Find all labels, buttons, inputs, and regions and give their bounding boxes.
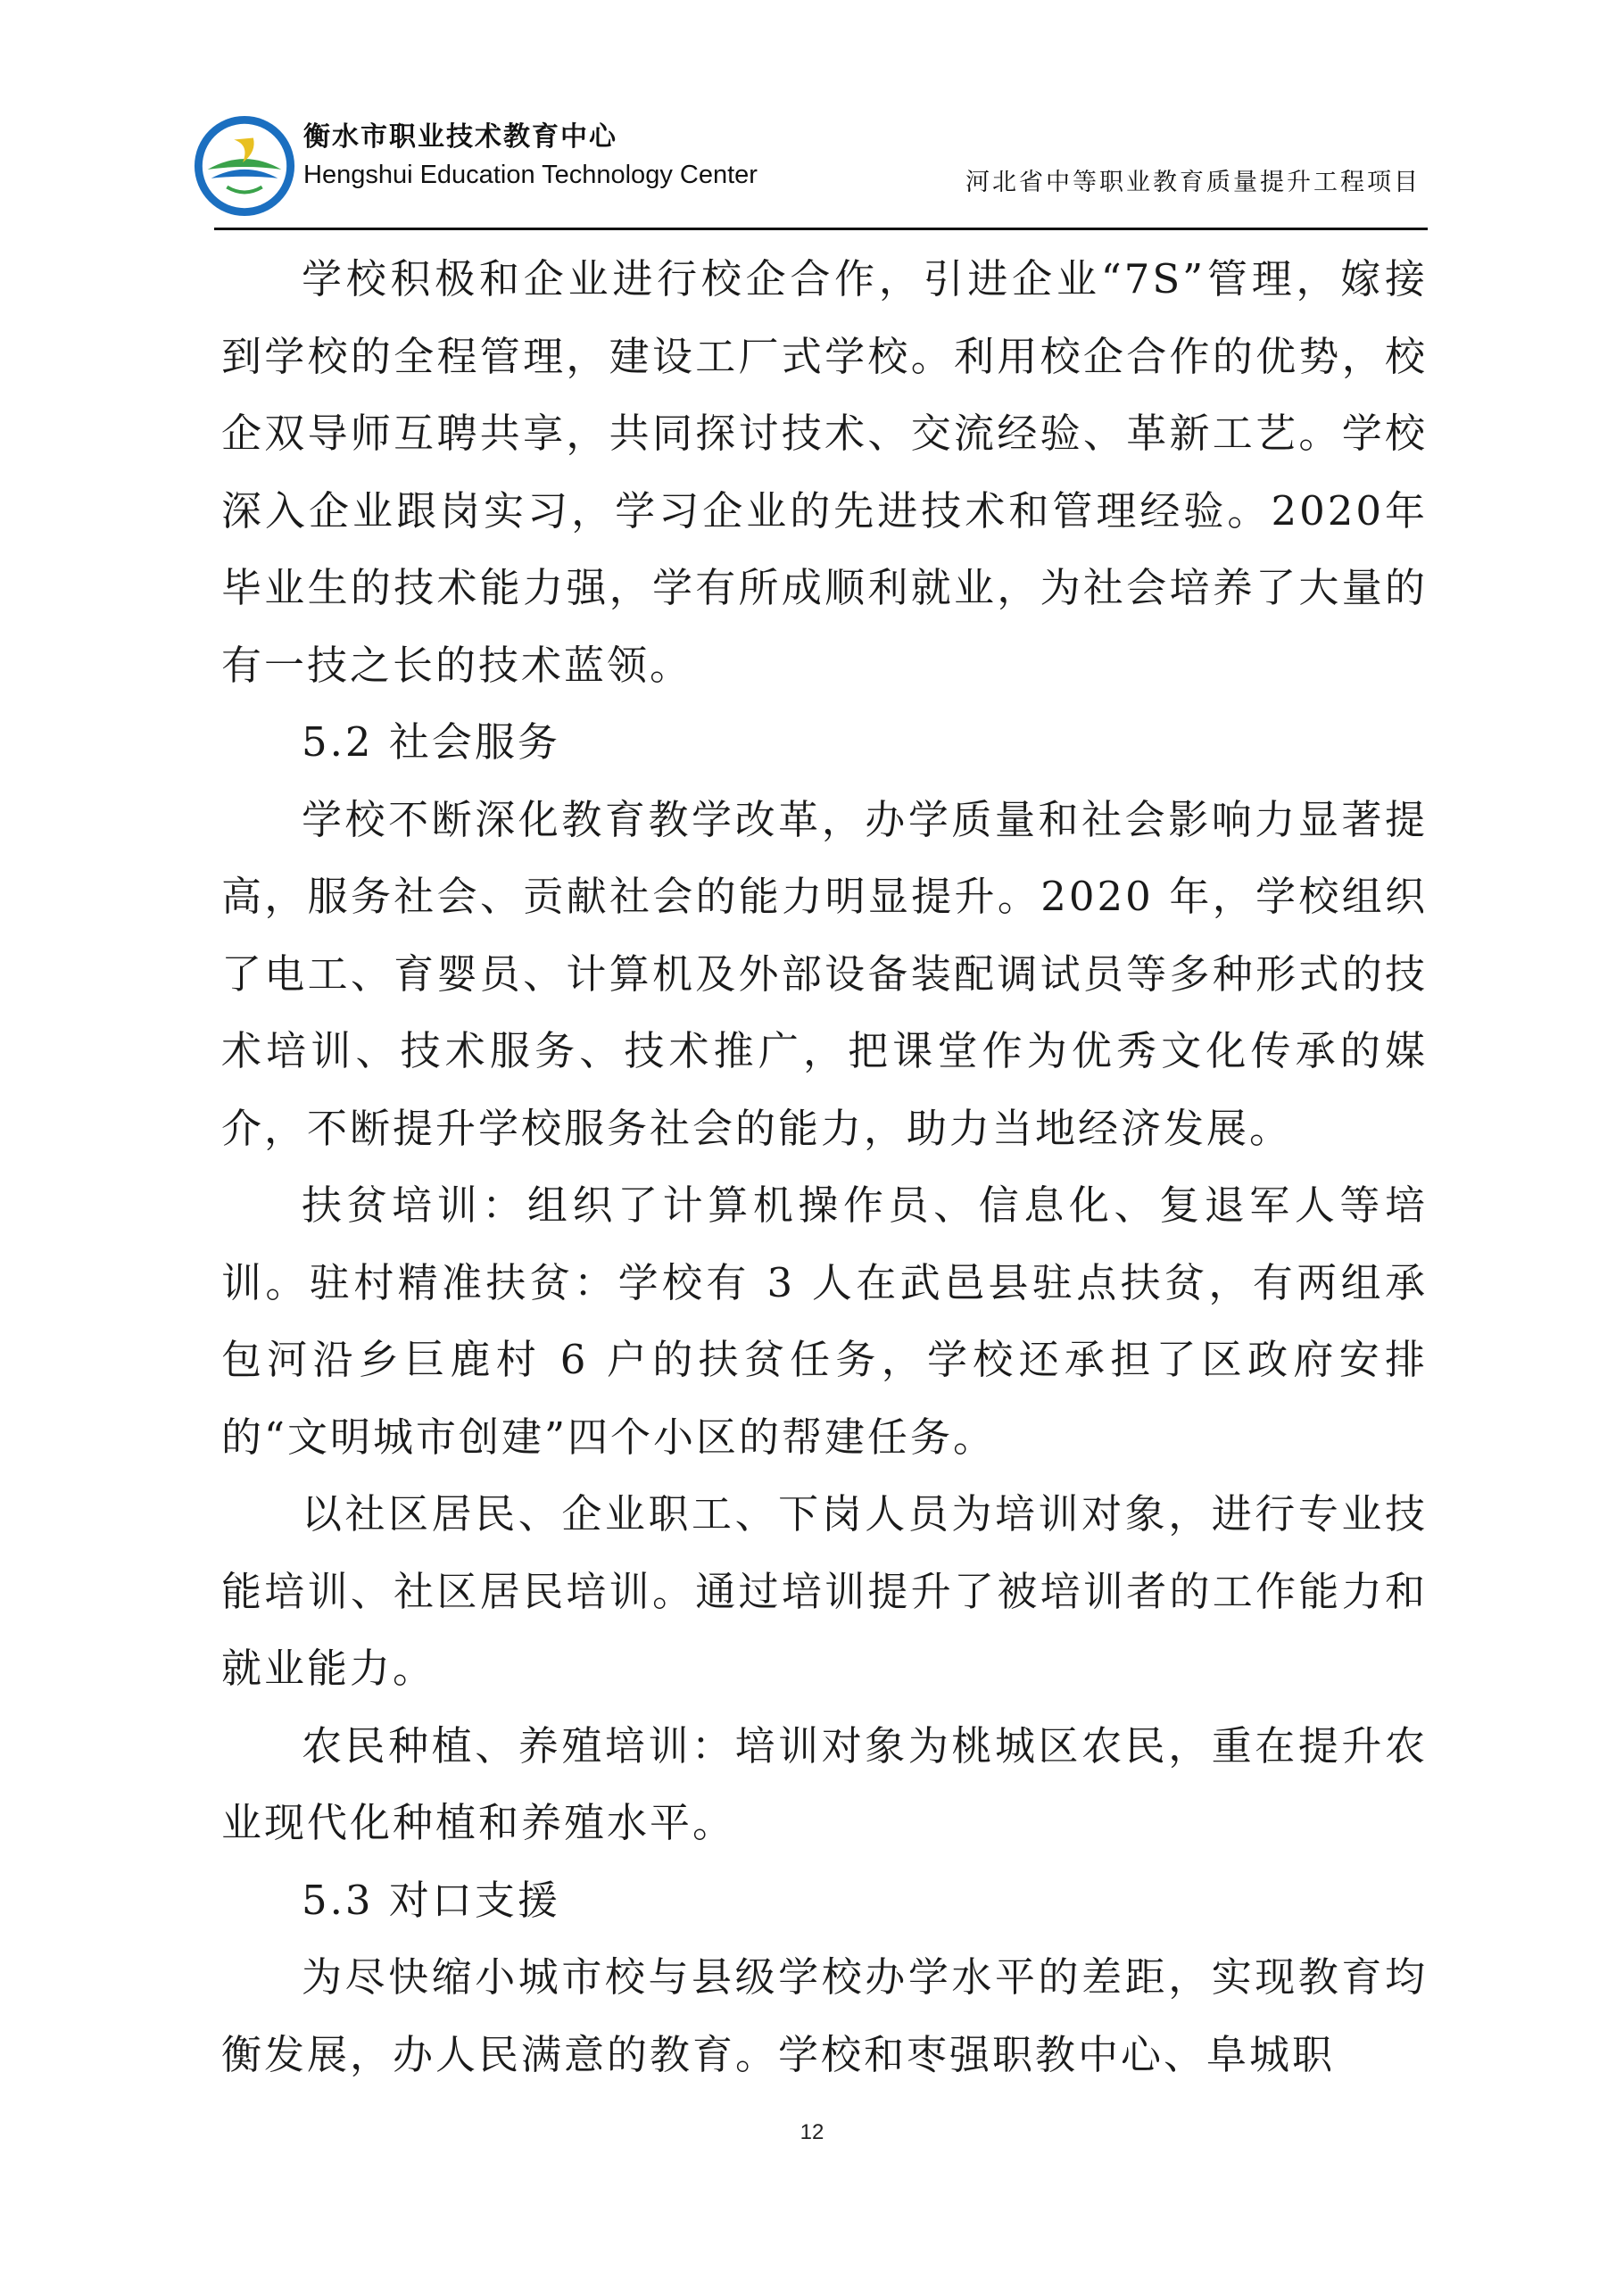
page-number: 12 — [800, 2120, 824, 2144]
section-heading-5-2: 5.2 社会服务 — [302, 718, 560, 766]
section-heading-5-3: 5.3 对口支援 — [302, 1876, 560, 1924]
paragraph-counterpart-support: 为尽快缩小城市校与县级学校办学水平的差距，实现教育均衡发展，办人民满意的教育。学校和枣强职教中心、阜城职 — [221, 1953, 1428, 2078]
project-title: 河北省中等职业教育质量提升工程项目 — [965, 169, 1421, 196]
header-divider — [214, 228, 1428, 230]
organization-name-en: Hengshui Education Technology Center — [303, 161, 758, 189]
paragraph-farmer-training: 农民种植、养殖培训：培训对象为桃城区农民，重在提升农业现代化种植和养殖水平。 — [221, 1721, 1428, 1846]
paragraph-poverty-training: 扶贫培训：组织了计算机操作员、信息化、复退军人等培训。驻村精准扶贫：学校有 3 人在武邑县驻点扶贫，有两组承包河沿乡巨鹿村 6 户的扶贫任务，学校还承担了区政府安排的“文明城市创建”四个小区的帮建任务。 — [221, 1181, 1428, 1461]
organization-name-cn: 衡水市职业技术教育中心 — [303, 121, 617, 153]
paragraph-school-enterprise: 学校积极和企业进行校企合作，引进企业“7S”管理，嫁接到学校的全程管理，建设工厂式学校。利用校企合作的优势，校企双导师互聘共享，共同探讨技术、交流经验、革新工艺。学校深入企业跟岗实习，学习企业的先进技术和管理经验。2020年毕业生的技术能力强，学有所成顺利就业，为社会培养了大量的有一技之长的技术蓝领。 — [221, 255, 1428, 689]
paragraph-social-service: 学校不断深化教育教学改革，办学质量和社会影响力显著提高，服务社会、贡献社会的能力明显提升。2020 年，学校组织了电工、育婴员、计算机及外部设备装配调试员等多种形式的技术培训、技术服务、技术推广，把课堂作为优秀文化传承的媒介，不断提升学校服务社会的能力，助力当地经济发展。 — [221, 795, 1428, 1152]
school-emblem-icon — [192, 113, 297, 219]
page-header — [192, 109, 1428, 229]
document-body — [221, 241, 1428, 2093]
paragraph-community-training: 以社区居民、企业职工、下岗人员为培训对象，进行专业技能培训、社区居民培训。通过培训提升了被培训者的工作能力和就业能力。 — [221, 1490, 1428, 1692]
